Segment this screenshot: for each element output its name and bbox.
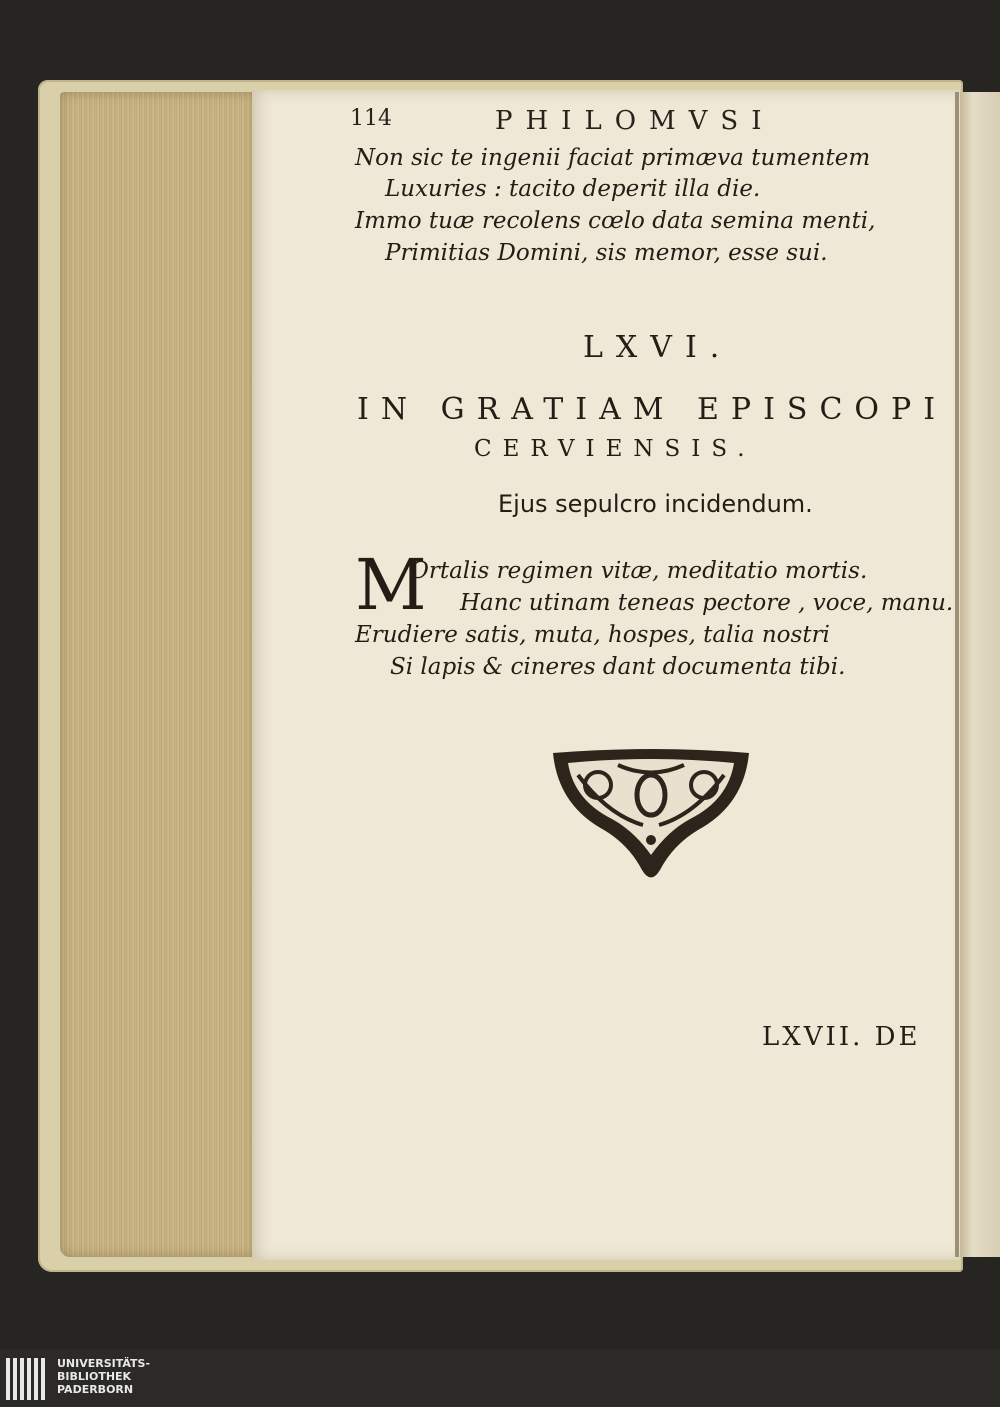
ornament-icon: [548, 745, 754, 885]
drop-capital: M: [355, 544, 427, 626]
verse-line: Non sic te ingenii faciat primæva tumentem: [355, 145, 871, 171]
library-logo-icon: [6, 1358, 50, 1400]
verse-line: Hanc utinam teneas pectore , voce, manu.: [460, 590, 954, 616]
gutter: [955, 92, 959, 1257]
section-number: LXVI.: [583, 330, 733, 365]
section-note: Ejus sepulcro incidendum.: [498, 490, 813, 518]
section-subtitle: CERVIENSIS.: [474, 436, 756, 462]
verse-line: Luxuries : tacito deperit illa die.: [385, 176, 761, 202]
verse-line: Immo tuæ recolens cœlo data semina menti,: [355, 208, 876, 234]
verse-line: Ortalis regimen vitæ, meditatio mortis.: [410, 558, 868, 584]
catchword: LXVII. DE: [762, 1022, 921, 1052]
running-head: PHILOMVSI: [495, 106, 775, 136]
verse-line: Si lapis & cineres dant documenta tibi.: [390, 654, 846, 680]
library-name: UNIVERSITÄTS- BIBLIOTHEK PADERBORN: [57, 1357, 151, 1396]
verse-line: Primitias Domini, sis memor, esse sui.: [385, 240, 828, 266]
right-leaf: [955, 92, 1000, 1257]
page-edges: [60, 92, 256, 1257]
page-header: [350, 106, 830, 136]
section-title: IN GRATIAM EPISCOPI: [357, 392, 948, 427]
page-number: 114: [350, 106, 392, 131]
verse-line: Erudiere satis, muta, hospes, talia nostri: [355, 622, 830, 648]
